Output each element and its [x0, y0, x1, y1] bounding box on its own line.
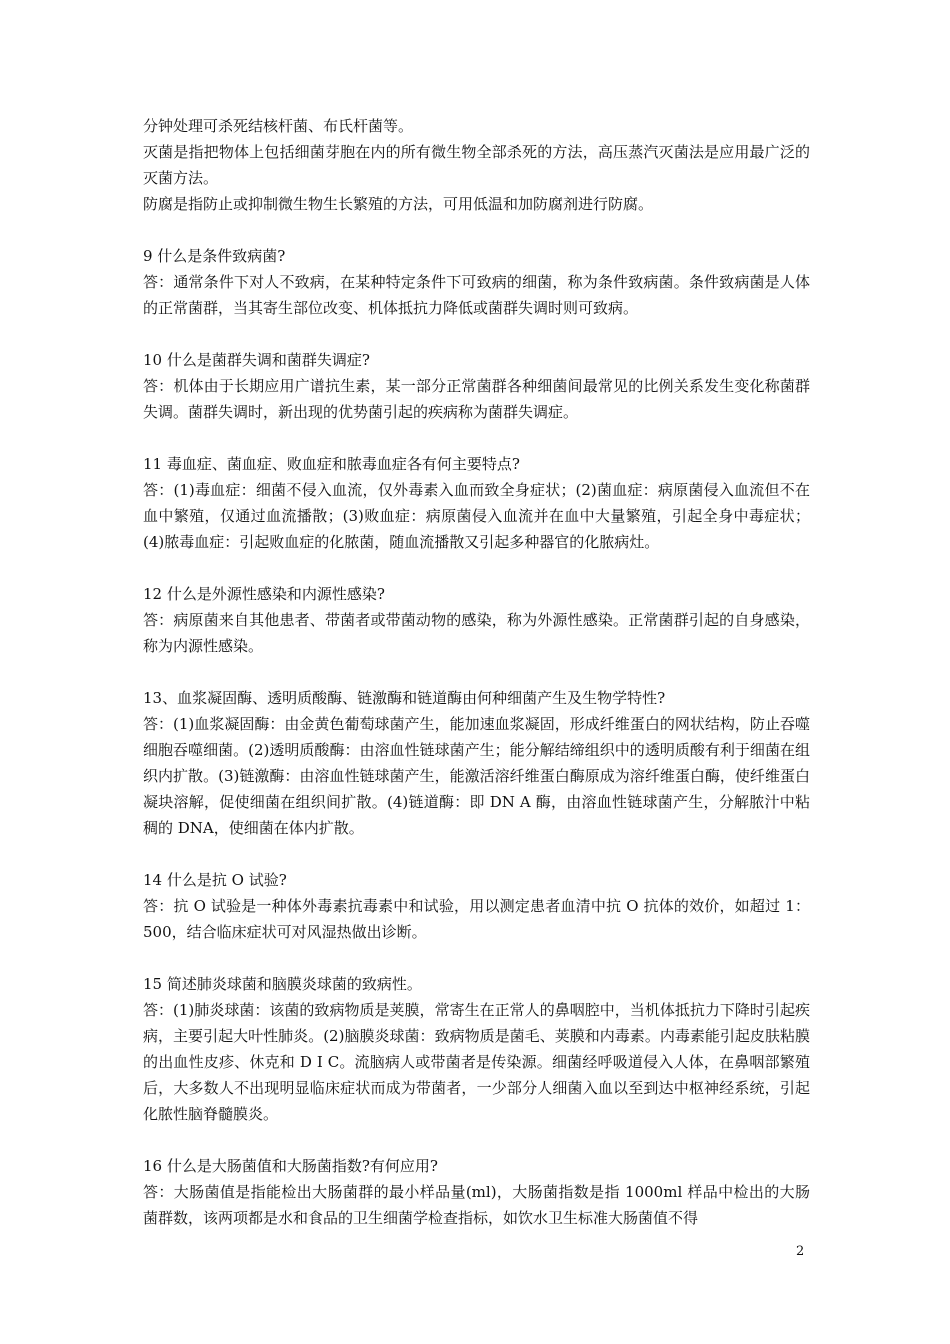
answer-12: 答：病原菌来自其他患者、带菌者或带菌动物的感染，称为外源性感染。正常菌群引起的自身感染，称为内源性感染。	[143, 611, 810, 655]
question-14: 14 什么是抗 O 试验?	[143, 871, 287, 889]
answer-10: 答：机体由于长期应用广谱抗生素，某一部分正常菌群各种细菌间最常见的比例关系发生变化称菌群失调。菌群失调时，新出现的优势菌引起的疾病称为菌群失调症。	[143, 377, 810, 421]
spacer	[143, 555, 810, 581]
question-12: 12 什么是外源性感染和内源性感染?	[143, 585, 385, 603]
question-16: 16 什么是大肠菌值和大肠菌指数?有何应用?	[143, 1157, 438, 1175]
answer-14: 答：抗 O 试验是一种体外毒素抗毒素中和试验，用以测定患者血清中抗 O 抗体的效价，如超过 1：500，结合临床症状可对风湿热做出诊断。	[143, 897, 810, 941]
intro-paragraph-2: 灭菌是指把物体上包括细菌芽胞在内的所有微生物全部杀死的方法，高压蒸汽灭菌法是应用最广泛的灭菌方法。	[143, 143, 810, 187]
spacer	[143, 659, 810, 685]
spacer	[143, 217, 810, 243]
answer-11: 答：(1)毒血症：细菌不侵入血流，仅外毒素入血而致全身症状；(2)菌血症：病原菌侵入血流但不在血中繁殖，仅通过血流播散；(3)败血症：病原菌侵入血流并在血中大量繁殖，引起全身中毒症状；(4)脓毒血症：引起败血症的化脓菌，随血流播散又引起多种器官的化脓病灶。	[143, 481, 810, 551]
answer-15: 答：(1)肺炎球菌：该菌的致病物质是荚膜，常寄生在正常人的鼻咽腔中，当机体抵抗力下降时引起疾病，主要引起大叶性肺炎。(2)脑膜炎球菌：致病物质是菌毛、荚膜和内毒素。内毒素能引起皮肤粘膜的出血性皮疹、休克和 D I C。流脑病人或带菌者是传染源。细菌经呼吸道侵入人体，在鼻咽部繁殖后，大多数人不出现明显临床症状而成为带菌者，一少部分人细菌入血以至到达中枢神经系统，引起化脓性脑脊髓膜炎。	[143, 1001, 810, 1123]
question-9: 9 什么是条件致病菌?	[143, 247, 286, 265]
question-10: 10 什么是菌群失调和菌群失调症?	[143, 351, 370, 369]
spacer	[143, 321, 810, 347]
spacer	[143, 425, 810, 451]
page-number: 2	[796, 1244, 805, 1259]
intro-paragraph-3: 防腐是指防止或抑制微生物生长繁殖的方法，可用低温和加防腐剂进行防腐。	[143, 195, 654, 213]
spacer	[143, 945, 810, 971]
spacer	[143, 841, 810, 867]
answer-16: 答：大肠菌值是指能检出大肠菌群的最小样品量(ml)，大肠菌指数是指 1000ml 样品中检出的大肠菌群数，该两项都是水和食品的卫生细菌学检查指标，如饮水卫生标准大肠菌值不得	[143, 1183, 810, 1227]
page-body	[143, 113, 810, 1231]
intro-paragraph-1: 分钟处理可杀死结核杆菌、布氏杆菌等。	[143, 117, 414, 135]
answer-9: 答：通常条件下对人不致病，在某种特定条件下可致病的细菌，称为条件致病菌。条件致病菌是人体的正常菌群，当其寄生部位改变、机体抵抗力降低或菌群失调时则可致病。	[143, 273, 810, 317]
spacer	[143, 1127, 810, 1153]
question-13: 13、血浆凝固酶、透明质酸酶、链激酶和链道酶由何种细菌产生及生物学特性?	[143, 689, 666, 707]
question-11: 11 毒血症、菌血症、败血症和脓毒血症各有何主要特点?	[143, 455, 520, 473]
answer-13: 答：(1)血浆凝固酶：由金黄色葡萄球菌产生，能加速血浆凝固，形成纤维蛋白的网状结构，防止吞噬细胞吞噬细菌。(2)透明质酸酶：由溶血性链球菌产生；能分解结缔组织中的透明质酸有利于细菌在组织内扩散。(3)链激酶：由溶血性链球菌产生，能激活溶纤维蛋白酶原成为溶纤维蛋白酶，使纤维蛋白凝块溶解，促使细菌在组织间扩散。(4)链道酶：即 DN A 酶，由溶血性链球菌产生，分解脓汁中粘稠的 DNA，使细菌在体内扩散。	[143, 715, 810, 837]
question-15: 15 简述肺炎球菌和脑膜炎球菌的致病性。	[143, 975, 422, 993]
